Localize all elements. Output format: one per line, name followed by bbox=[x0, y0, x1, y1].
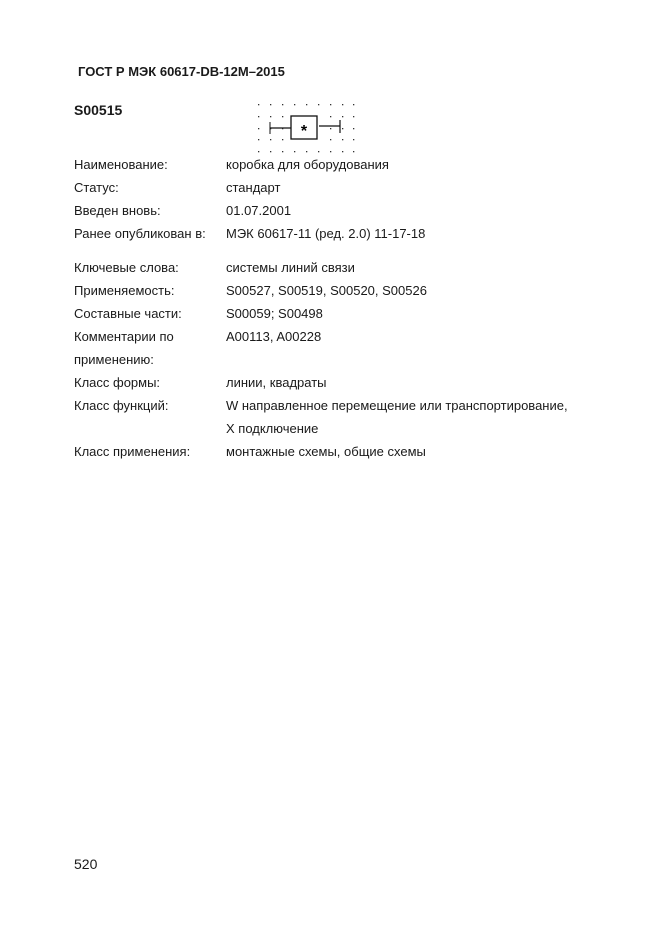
field-value: A00113, A00228 bbox=[226, 329, 322, 344]
grid-dot bbox=[342, 151, 343, 152]
field-label: Комментарии по bbox=[74, 329, 174, 344]
grid-dot bbox=[282, 139, 283, 140]
grid-dot bbox=[353, 139, 354, 140]
field-label: Класс функций: bbox=[74, 398, 169, 413]
grid-dot bbox=[282, 104, 283, 105]
grid-dot bbox=[258, 139, 259, 140]
grid-dot bbox=[330, 116, 331, 117]
grid-dot bbox=[306, 151, 307, 152]
field-label: Применяемость: bbox=[74, 283, 175, 298]
grid-dot bbox=[330, 104, 331, 105]
grid-dot bbox=[258, 116, 259, 117]
field-value: X подключение bbox=[226, 421, 319, 436]
grid-dot bbox=[342, 116, 343, 117]
field-label: Ранее опубликован в: bbox=[74, 226, 206, 241]
document-header: ГОСТ Р МЭК 60617-DB-12M–2015 bbox=[78, 64, 285, 79]
field-value: монтажные схемы, общие схемы bbox=[226, 444, 426, 459]
grid-dot bbox=[270, 139, 271, 140]
grid-dot bbox=[294, 151, 295, 152]
grid-dot bbox=[342, 104, 343, 105]
grid-dot bbox=[258, 128, 259, 129]
symbol-mark: * bbox=[300, 123, 308, 140]
grid-dot bbox=[330, 151, 331, 152]
grid-dot bbox=[342, 128, 343, 129]
grid-dot bbox=[282, 151, 283, 152]
field-label: Ключевые слова: bbox=[74, 260, 179, 275]
field-value: системы линий связи bbox=[226, 260, 355, 275]
grid-dot bbox=[294, 104, 295, 105]
grid-dot bbox=[353, 128, 354, 129]
field-value: W направленное перемещение или транспортирование, bbox=[226, 398, 568, 413]
field-label: Составные части: bbox=[74, 306, 182, 321]
field-value: 01.07.2001 bbox=[226, 203, 292, 218]
field-label: применению: bbox=[74, 352, 154, 367]
grid-dot bbox=[270, 104, 271, 105]
grid-dot bbox=[353, 104, 354, 105]
field-value: коробка для оборудования bbox=[226, 157, 389, 172]
field-label: Класс применения: bbox=[74, 444, 191, 459]
grid-dot bbox=[270, 151, 271, 152]
field-label: Класс формы: bbox=[74, 375, 161, 390]
grid-dot bbox=[306, 104, 307, 105]
field-value: S00059; S00498 bbox=[226, 306, 323, 321]
field-label: Статус: bbox=[74, 180, 119, 195]
field-value: стандарт bbox=[226, 180, 281, 195]
grid-dot bbox=[318, 104, 319, 105]
grid-dot bbox=[330, 139, 331, 140]
symbol-code: S00515 bbox=[74, 102, 123, 118]
equipment-box-symbol bbox=[250, 96, 360, 156]
grid-dot bbox=[318, 151, 319, 152]
page-number: 520 bbox=[74, 856, 98, 872]
grid-dot bbox=[353, 116, 354, 117]
field-value: S00527, S00519, S00520, S00526 bbox=[226, 283, 427, 298]
grid-dot bbox=[353, 151, 354, 152]
grid-dot bbox=[258, 104, 259, 105]
grid-dot bbox=[342, 139, 343, 140]
field-value: МЭК 60617-11 (ред. 2.0) 11-17-18 bbox=[226, 226, 426, 241]
grid-dot bbox=[258, 151, 259, 152]
grid-dot bbox=[282, 116, 283, 117]
grid-dot bbox=[330, 128, 331, 129]
field-label: Введен вновь: bbox=[74, 203, 161, 218]
field-label: Наименование: bbox=[74, 157, 168, 172]
field-value: линии, квадраты bbox=[226, 375, 327, 390]
grid-dot bbox=[270, 116, 271, 117]
